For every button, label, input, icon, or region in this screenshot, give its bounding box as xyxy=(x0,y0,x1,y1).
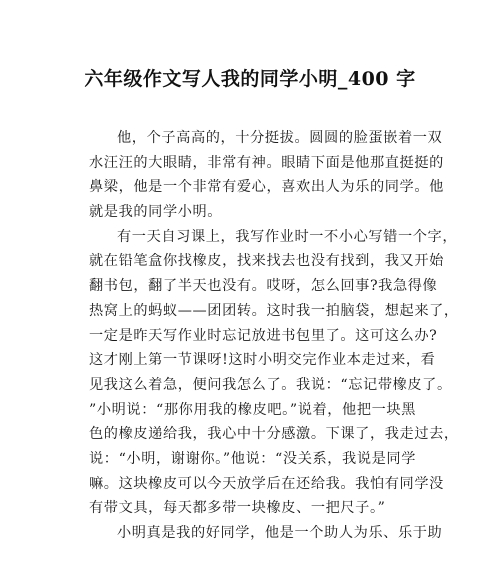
text-line: 色的橡皮递给我，我心中十分感激。下课了，我走过去， xyxy=(89,426,459,443)
text-line: 水汪汪的大眼睛，非常有神。眼睛下面是他那直挺挺的 xyxy=(89,154,444,171)
text-line: 就是我的同学小明。 xyxy=(89,204,223,221)
text-line: 小明真是我的好同学，他是一个助人为乐、乐于助 xyxy=(117,525,443,541)
text-line: 热窝上的蚂蚁——团团转。这时我一拍脑袋，想起来了， xyxy=(89,302,459,319)
text-line: 有一天自习课上，我写作业时一不小心写错一个字， xyxy=(117,228,458,245)
text-line: 这才刚上第一节课呀!这时小明交完作业本走过来，看 xyxy=(89,352,436,369)
text-line: 嘛。这块橡皮可以今天放学后在还给我。我怕有同学没 xyxy=(89,475,444,492)
text-line: 说：“小明，谢谢你。”他说：“没关系，我说是同学 xyxy=(89,450,416,467)
document-body xyxy=(89,126,459,546)
document-title: 六年级作文写人我的同学小明_400 字 xyxy=(84,68,416,90)
text-line: 他，个子高高的，十分挺拔。圆圆的脸蛋嵌着一双 xyxy=(117,130,443,146)
text-line: 一定是昨天写作业时忘记放进书包里了。这可这么办? xyxy=(89,327,438,344)
text-line: ”小明说：“那你用我的橡皮吧。”说着，他把一块黑 xyxy=(89,401,416,418)
text-line: 鼻梁，他是一个非常有爱心，喜欢出人为乐的同学。他 xyxy=(89,179,444,196)
text-line: 就在铅笔盒你找橡皮，找来找去也没有找到，我又开始 xyxy=(89,253,444,270)
text-line: 翻书包，翻了半天也没有。哎呀，怎么回事?我急得像 xyxy=(89,278,438,295)
text-line: 有带文具，每天都多带一块橡皮、一把尺子。” xyxy=(89,500,386,517)
text-line: 见我这么着急，便问我怎么了。我说：“忘记带橡皮了。 xyxy=(89,376,452,393)
